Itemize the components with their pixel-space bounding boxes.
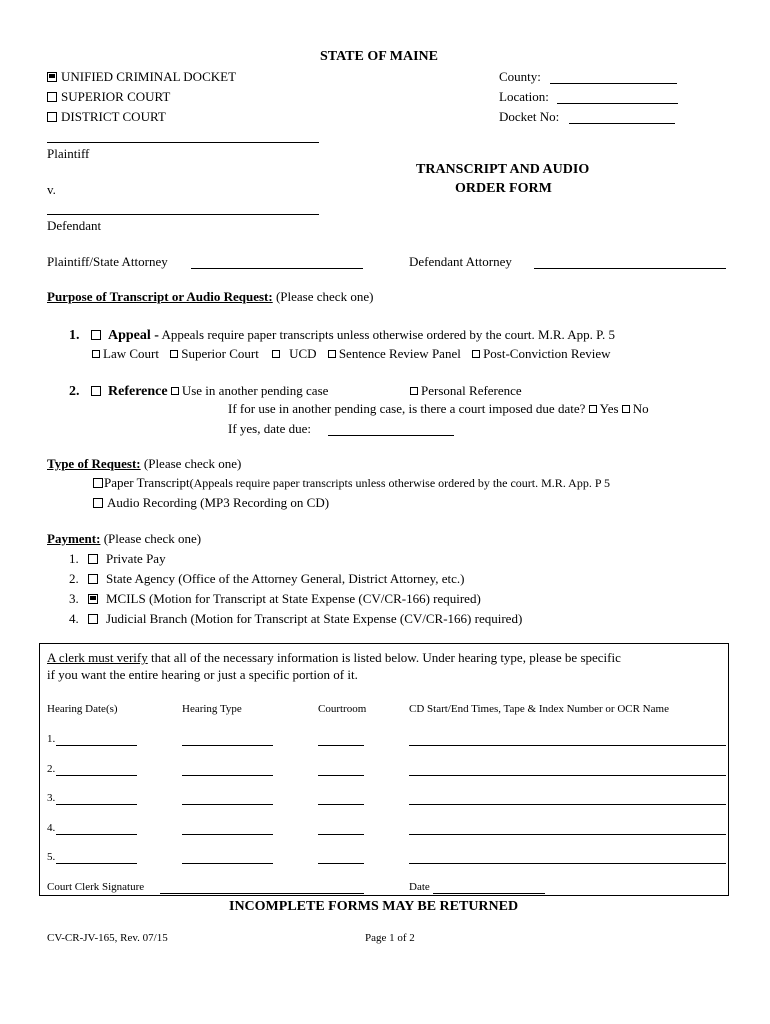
hearing-date-field[interactable]	[56, 834, 137, 835]
courtroom-field[interactable]	[318, 863, 364, 864]
type-hint: (Please check one)	[143, 456, 242, 471]
cd-times-field[interactable]	[409, 775, 726, 776]
payment-label: Private Pay	[106, 551, 166, 566]
option-label: UCD	[289, 346, 317, 361]
purpose-section-heading	[47, 289, 373, 305]
checkbox-paper[interactable]	[93, 478, 103, 488]
hearing-row-number: 2.	[47, 763, 56, 775]
date-due-label: If yes, date due:	[228, 421, 312, 436]
versus-label: v.	[47, 182, 56, 197]
paper-label: Paper Transcript	[104, 475, 190, 490]
checkbox-another-case[interactable]	[171, 387, 179, 395]
reference-label: Reference	[108, 384, 168, 399]
clerk-signature-field[interactable]	[160, 893, 364, 894]
court-option-superior[interactable]	[47, 89, 170, 105]
date-due-field[interactable]	[328, 435, 454, 436]
checkbox-law-court[interactable]	[92, 350, 100, 358]
paper-transcript-option	[93, 475, 610, 491]
checkbox-judicial-branch[interactable]	[88, 614, 98, 624]
court-option-district[interactable]	[47, 109, 166, 125]
checkbox-superior-court[interactable]	[170, 350, 178, 358]
checkbox-ucd[interactable]	[47, 72, 57, 82]
form-title-line2: ORDER FORM	[455, 181, 552, 196]
county-field[interactable]	[550, 83, 677, 84]
item-number: 2.	[69, 571, 79, 586]
hearing-type-field[interactable]	[182, 775, 273, 776]
checkbox-state-agency[interactable]	[88, 574, 98, 584]
courtroom-field[interactable]	[318, 834, 364, 835]
clerk-instructions-line2: if you want the entire hearing or just a specific portion of it.	[47, 667, 358, 682]
audio-label: Audio Recording (MP3 Recording on CD)	[107, 495, 330, 510]
no-label: No	[632, 401, 649, 416]
col-hearing-type: Hearing Type	[182, 703, 242, 715]
hearing-type-field[interactable]	[182, 745, 273, 746]
option-label: Superior Court	[181, 346, 259, 361]
clerk-date-field[interactable]	[433, 893, 545, 894]
hearing-row-number: 1.	[47, 733, 56, 745]
payment-heading: Payment:	[47, 531, 101, 546]
type-section-heading	[47, 456, 241, 472]
hearing-type-field[interactable]	[182, 804, 273, 805]
county-label: County:	[499, 69, 541, 84]
yes-label: Yes	[599, 401, 619, 416]
option-label: Personal Reference	[421, 383, 522, 398]
page-number: Page 1 of 2	[365, 932, 415, 944]
defendant-label: Defendant	[47, 218, 102, 233]
checkbox-audio[interactable]	[93, 498, 103, 508]
courtroom-field[interactable]	[318, 804, 364, 805]
checkbox-private-pay[interactable]	[88, 554, 98, 564]
courtroom-field[interactable]	[318, 775, 364, 776]
personal-reference-option	[410, 383, 522, 399]
court-label: UNIFIED CRIMINAL DOCKET	[61, 69, 237, 84]
appeal-label: Appeal -	[108, 328, 159, 343]
payment-option-3	[69, 591, 481, 607]
checkbox-ucd-option[interactable]	[272, 350, 280, 358]
plaintiff-label: Plaintiff	[47, 146, 90, 161]
audio-recording-option	[93, 495, 329, 511]
checkbox-yes[interactable]	[589, 405, 597, 413]
payment-option-4	[69, 611, 522, 627]
payment-option-2	[69, 571, 464, 587]
checkbox-mcils[interactable]	[88, 594, 98, 604]
plaintiff-field[interactable]	[47, 142, 319, 143]
item-number: 3.	[69, 591, 79, 606]
courtroom-field[interactable]	[318, 745, 364, 746]
hearing-type-field[interactable]	[182, 863, 273, 864]
plaintiff-attorney-label: Plaintiff/State Attorney	[47, 254, 168, 269]
item-number: 1.	[69, 551, 79, 566]
page-title: STATE OF MAINE	[320, 49, 438, 64]
col-cd-times: CD Start/End Times, Tape & Index Number or OCR Name	[409, 703, 669, 715]
cd-times-field[interactable]	[409, 834, 726, 835]
checkbox-sentence-review[interactable]	[328, 350, 336, 358]
col-hearing-date: Hearing Date(s)	[47, 703, 118, 715]
hearing-row-number: 3.	[47, 792, 56, 804]
clerk-instructions-line1	[47, 650, 621, 666]
clerk-verify-text: A clerk must verify	[47, 650, 148, 665]
option-label: Post-Conviction Review	[483, 346, 611, 361]
payment-label: Judicial Branch (Motion for Transcript at State Expense (CV/CR-166) required)	[106, 611, 523, 626]
col-courtroom: Courtroom	[318, 703, 367, 715]
hearing-row-number: 5.	[47, 851, 56, 863]
payment-label: MCILS (Motion for Transcript at State Expense (CV/CR-166) required)	[106, 591, 481, 606]
checkbox-post-conviction[interactable]	[472, 350, 480, 358]
checkbox-district[interactable]	[47, 112, 57, 122]
purpose-reference-row	[69, 383, 328, 400]
hearing-type-field[interactable]	[182, 834, 273, 835]
court-option-ucd[interactable]	[47, 69, 236, 85]
cd-times-field[interactable]	[409, 745, 726, 746]
payment-label: State Agency (Office of the Attorney General, District Attorney, etc.)	[106, 571, 465, 586]
paper-note: (Appeals require paper transcripts unless otherwise ordered by the court. M.R. App. P 5	[189, 476, 611, 490]
form-title-line1: TRANSCRIPT AND AUDIO	[416, 162, 590, 177]
appeal-description: Appeals require paper transcripts unless otherwise ordered by the court. M.R. App. P. 5	[161, 327, 615, 342]
clerk-instruction-text: that all of the necessary information is listed below. Under hearing type, please be specific	[147, 650, 621, 665]
docket-label: Docket No:	[499, 109, 560, 124]
option-label: Law Court	[103, 346, 159, 361]
defendant-attorney-label: Defendant Attorney	[409, 254, 512, 269]
item-number: 2.	[69, 384, 80, 399]
due-date-question: If for use in another pending case, is there a court imposed due date?	[228, 401, 586, 416]
item-number: 1.	[69, 328, 80, 343]
location-label: Location:	[499, 89, 549, 104]
option-label: Sentence Review Panel	[338, 346, 461, 361]
hearing-date-field[interactable]	[56, 863, 137, 864]
hearing-date-field[interactable]	[56, 775, 137, 776]
court-label: SUPERIOR COURT	[61, 89, 171, 104]
location-field[interactable]	[557, 103, 678, 104]
checkbox-appeal[interactable]	[91, 330, 101, 340]
docket-field[interactable]	[569, 123, 675, 124]
appeal-options	[92, 346, 611, 362]
cd-times-field[interactable]	[409, 863, 726, 864]
payment-hint: (Please check one)	[103, 531, 202, 546]
option-label: Use in another pending case	[181, 383, 329, 398]
clerk-signature-label: Court Clerk Signature	[47, 881, 145, 893]
type-heading: Type of Request:	[47, 456, 141, 471]
due-date-question-row	[228, 401, 649, 417]
form-id: CV-CR-JV-165, Rev. 07/15	[47, 932, 168, 944]
purpose-appeal-row	[69, 327, 615, 344]
checkbox-personal-reference[interactable]	[410, 387, 418, 395]
item-number: 4.	[69, 611, 79, 626]
clerk-date-label: Date	[409, 881, 430, 893]
plaintiff-attorney-field[interactable]	[191, 268, 363, 269]
checkbox-no[interactable]	[622, 405, 630, 413]
payment-option-1	[69, 551, 166, 567]
hearing-row-number: 4.	[47, 822, 56, 834]
hearing-date-field[interactable]	[56, 804, 137, 805]
incomplete-warning: INCOMPLETE FORMS MAY BE RETURNED	[229, 899, 519, 914]
defendant-field[interactable]	[47, 214, 319, 215]
payment-section-heading	[47, 531, 201, 547]
defendant-attorney-field[interactable]	[534, 268, 726, 269]
purpose-hint: (Please check one)	[275, 289, 374, 304]
court-label: DISTRICT COURT	[61, 109, 166, 124]
checkbox-superior[interactable]	[47, 92, 57, 102]
checkbox-reference[interactable]	[91, 386, 101, 396]
cd-times-field[interactable]	[409, 804, 726, 805]
hearing-date-field[interactable]	[56, 745, 137, 746]
purpose-heading: Purpose of Transcript or Audio Request:	[47, 289, 273, 304]
